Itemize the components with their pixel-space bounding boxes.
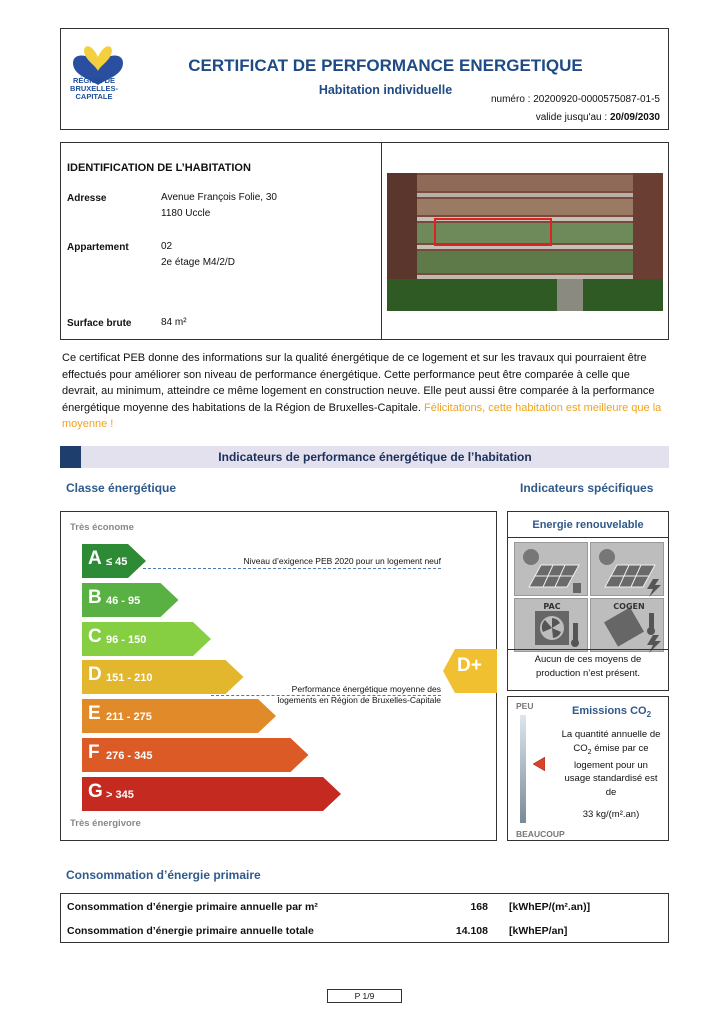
renewable-text: Aucun de ces moyens de production n’est présent. bbox=[534, 654, 642, 679]
class-range: 211 - 275 bbox=[106, 711, 152, 724]
intro-paragraph: Ce certificat PEB donne des informations sur la qualité énergétique de ce logement et sur les travaux qui pourraient être effectués pour améliorer son niveau de performance énergétique. Cette performance peut être comparée à celle que devrait, au minimum, atteindre ce même logement en construction neuve. Elle peut aussi être comparée à la performance énergétique moyenne des habitations de la Région de Bruxelles-Capitale. Félicitations, cette habitation est meilleure que la moyenne ! bbox=[62, 352, 662, 430]
specific-indicators-heading: Indicateurs spécifiques bbox=[520, 481, 654, 495]
apartment-value: 02 2e étage M4/2/D bbox=[161, 241, 235, 268]
class-arrow-f bbox=[82, 738, 311, 772]
table-row: Consommation d’énergie primaire annuelle par m² 168 [kWhEP/(m².an)] bbox=[67, 901, 591, 913]
energy-class-chart bbox=[60, 511, 497, 841]
class-arrow-a bbox=[82, 544, 148, 578]
class-range: 96 - 150 bbox=[106, 633, 147, 646]
identification-section bbox=[60, 142, 669, 340]
address-value: Avenue François Folie, 30 1180 Uccle bbox=[161, 192, 277, 219]
cogeneration-icon bbox=[590, 598, 664, 652]
photovoltaic-icon bbox=[590, 542, 664, 596]
certificate-subtitle: Habitation individuelle bbox=[318, 83, 453, 97]
section-bar-square bbox=[60, 446, 81, 468]
consumption-heading: Consommation d’énergie primaire bbox=[66, 868, 261, 882]
top-label: Très économe bbox=[70, 522, 134, 533]
co2-description: La quantité annuelle de $CO_2$ émise par ce logement pour un usage standardisé est de bbox=[561, 729, 661, 798]
divider bbox=[508, 649, 668, 650]
reference-average-text: Performance énergétique moyenne des logements en Région de Bruxelles-Capitale bbox=[277, 684, 441, 705]
consumption-table bbox=[60, 893, 669, 943]
section-bar-title: Indicateurs de performance énergétique de l’habitation bbox=[218, 450, 532, 464]
section-bar bbox=[60, 446, 669, 468]
bottom-label: Très énergivore bbox=[70, 818, 141, 829]
certificate-validity: valide jusqu'au : 20/09/2030 bbox=[535, 112, 660, 123]
co2-emissions-box bbox=[507, 696, 669, 841]
certificate-number: numéro : 20200920-0000575087-01-5 bbox=[490, 94, 660, 105]
class-range: 151 - 210 bbox=[106, 672, 153, 685]
reference-new-text: Niveau d’exigence PEB 2020 pour un logement neuf bbox=[243, 556, 441, 566]
building-photo bbox=[387, 173, 663, 311]
class-arrow-g bbox=[82, 777, 343, 811]
co2-scale-bar bbox=[520, 715, 526, 823]
cogen-label: COGEN bbox=[613, 602, 645, 611]
table-row: Consommation d’énergie primaire annuelle totale 14.108 [kWhEP/an] bbox=[67, 925, 568, 937]
address-label: Adresse bbox=[67, 193, 107, 204]
co2-title: Emissions $CO_2$ bbox=[572, 705, 652, 720]
co2-level-marker bbox=[533, 757, 545, 771]
logo-text: RÉGION DE BRUXELLES- CAPITALE bbox=[70, 76, 118, 101]
co2-value: 33 kg/(m².an) bbox=[582, 809, 640, 820]
intro-highlight: Félicitations, cette habitation est meilleure que la moyenne ! bbox=[62, 401, 662, 430]
class-letter: A bbox=[88, 548, 102, 569]
reference-line-new bbox=[143, 568, 441, 569]
co2-scale-high-label: BEAUCOUP bbox=[516, 829, 565, 839]
renewable-title: Energie renouvelable bbox=[532, 519, 644, 531]
class-range: ≤ 45 bbox=[106, 556, 128, 568]
identification-title: IDENTIFICATION DE L’HABITATION bbox=[67, 162, 251, 174]
pac-label: PAC bbox=[543, 602, 561, 611]
class-letter: E bbox=[88, 703, 101, 725]
heat-pump-icon bbox=[514, 598, 588, 652]
certificate-title: CERTIFICAT DE PERFORMANCE ENERGETIQUE bbox=[188, 56, 583, 75]
class-letter: C bbox=[88, 625, 102, 647]
class-letter: F bbox=[88, 742, 100, 763]
apartment-label: Appartement bbox=[67, 242, 129, 253]
class-arrow-c bbox=[82, 622, 213, 656]
energy-class-heading: Classe énergétique bbox=[66, 481, 177, 495]
class-range: 46 - 95 bbox=[106, 594, 141, 607]
class-letter: D bbox=[88, 664, 102, 686]
divider bbox=[508, 537, 668, 538]
divider bbox=[381, 143, 382, 339]
class-letter: G bbox=[88, 780, 103, 802]
class-range: 276 - 345 bbox=[106, 750, 153, 762]
solar-thermal-icon bbox=[514, 542, 588, 596]
page-number: P 1/9 bbox=[327, 989, 402, 1003]
class-arrow-b bbox=[82, 583, 181, 617]
certificate-header bbox=[60, 28, 669, 130]
surface-value: 84 m² bbox=[161, 317, 187, 328]
class-range: > 345 bbox=[106, 788, 134, 801]
surface-label: Surface brute bbox=[67, 318, 132, 329]
co2-scale-low-label: PEU bbox=[516, 701, 534, 711]
class-letter: B bbox=[88, 586, 102, 608]
renewable-energy-box bbox=[507, 511, 669, 691]
current-class-label: D+ bbox=[457, 655, 482, 676]
